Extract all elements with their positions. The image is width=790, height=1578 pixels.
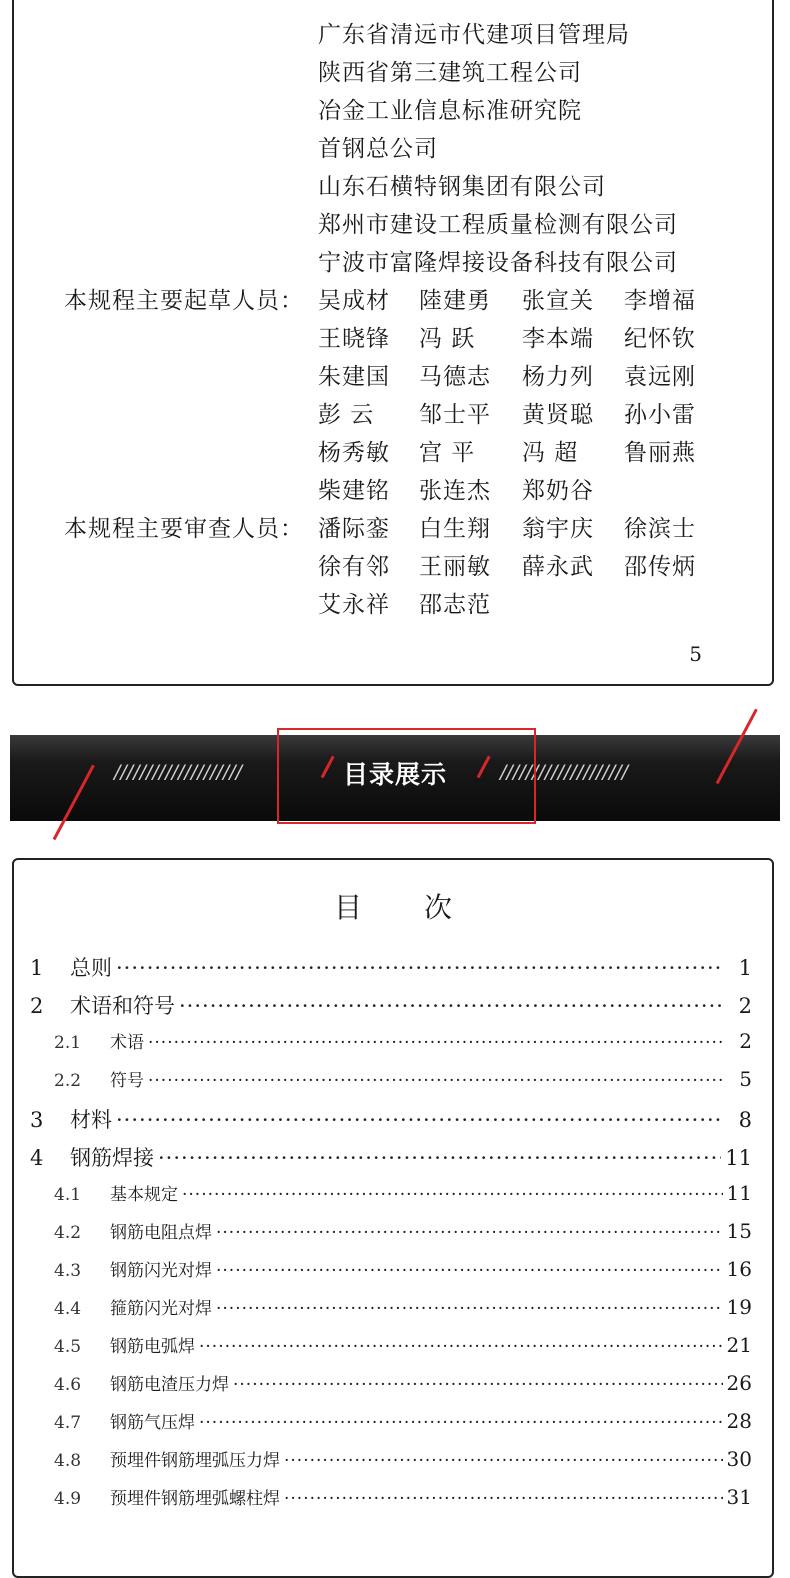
reviewer-name: 潘际銮 [318,516,390,542]
drafter-name: 宫 平 [419,440,476,466]
toc-entry-label: 预埋件钢筋埋弧压力焊 [110,1451,280,1471]
toc-leader-dots [116,1108,724,1132]
toc-entry-page: 11 [726,1181,752,1205]
drafters-label: 本规程主要起草人员： [64,288,304,314]
drafter-name: 邹士平 [419,402,491,428]
reviewer-name: 白生翔 [419,516,491,542]
toc-entry-page: 26 [726,1371,752,1395]
drafter-name: 柴建铭 [318,478,390,504]
toc-leader-dots [284,1489,723,1509]
document-page-5 [12,0,774,686]
toc-entry-label: 符号 [110,1071,144,1091]
toc-entry[interactable] [30,1066,752,1096]
toc-entry-label: 钢筋焊接 [70,1146,154,1170]
toc-entry-page: 8 [738,1108,752,1132]
toc-entry-page: 5 [739,1067,752,1091]
drafter-name: 李本端 [522,326,594,352]
reviewer-name: 邵传炳 [624,554,696,580]
reviewer-name: 王丽敏 [419,554,491,580]
toc-entry-number: 4.7 [54,1413,82,1433]
toc-leader-dots [199,1413,723,1433]
reviewers-label: 本规程主要审查人员： [64,516,304,542]
drafter-name: 鲁丽燕 [624,440,696,466]
toc-entry[interactable] [30,1446,752,1476]
toc-entry-label: 箍筋闪光对焊 [110,1299,212,1319]
toc-leader-dots [216,1299,723,1319]
toc-entry-page: 2 [739,1029,752,1053]
toc-title-char: 目 [333,891,362,924]
toc-leader-dots [233,1375,723,1395]
toc-entry-label: 术语和符号 [70,994,175,1018]
toc-entry-number: 2.1 [54,1033,82,1053]
drafter-name: 吴成材 [318,288,390,314]
toc-leader-dots [216,1223,723,1243]
toc-entry-number: 4.8 [54,1451,82,1471]
toc-entry-label: 术语 [110,1033,144,1053]
toc-entry-label: 钢筋电渣压力焊 [110,1375,229,1395]
toc-entry-page: 21 [726,1333,752,1357]
drafter-name: 马德志 [419,364,491,390]
toc-entry-number: 4.3 [54,1261,82,1281]
toc-title [14,886,772,926]
drafter-name: 冯 跃 [419,326,476,352]
organization-1: 广东省清远市代建项目管理局 [318,22,630,48]
reviewer-name: 徐有邻 [318,554,390,580]
toc-entry-label: 钢筋闪光对焊 [110,1261,212,1281]
toc-entry-page: 30 [726,1447,752,1471]
toc-entry[interactable] [30,1142,752,1172]
toc-entry-number: 3 [30,1108,44,1132]
toc-entry-label: 预埋件钢筋埋弧螺柱焊 [110,1489,280,1509]
drafter-name: 王晓锋 [318,326,390,352]
toc-leader-dots [158,1146,721,1170]
drafter-name: 郑奶谷 [522,478,594,504]
drafter-name: 杨力列 [522,364,594,390]
toc-entry-label: 钢筋电弧焊 [110,1337,195,1357]
toc-entry-number: 4.9 [54,1489,82,1509]
drafter-name: 冯 超 [522,440,579,466]
toc-leader-dots [179,994,724,1018]
toc-entry-page: 11 [725,1146,752,1170]
organization-2: 陕西省第三建筑工程公司 [318,60,582,86]
toc-entry-number: 4.5 [54,1337,82,1357]
toc-entry-number: 2.2 [54,1071,82,1091]
drafter-name: 张连杰 [419,478,491,504]
toc-entry-page: 2 [738,994,752,1018]
toc-entry[interactable] [30,1332,752,1362]
toc-leader-dots [148,1071,724,1091]
toc-entry-number: 4 [30,1146,44,1170]
drafter-name: 李增福 [624,288,696,314]
toc-entry-number: 4.2 [54,1223,82,1243]
toc-entry-page: 1 [738,956,752,980]
page-number: 5 [689,642,702,666]
toc-entry-page: 16 [726,1257,752,1281]
toc-entry-label: 总则 [70,956,112,980]
toc-entry-label: 基本规定 [110,1185,178,1205]
toc-entry-number: 4.1 [54,1185,82,1205]
drafter-name: 杨秀敏 [318,440,390,466]
organization-3: 冶金工业信息标准研究院 [318,98,582,124]
drafter-name: 陸建勇 [419,288,491,314]
reviewer-name: 徐滨士 [624,516,696,542]
toc-leader-dots [182,1185,723,1205]
drafter-name: 黄贤聪 [522,402,594,428]
toc-leader-dots [199,1337,723,1357]
organization-7: 宁波市富隆焊接设备科技有限公司 [318,250,678,276]
toc-entry-number: 2 [30,994,44,1018]
toc-entry[interactable] [30,1028,752,1058]
toc-leader-dots [216,1261,723,1281]
toc-entry[interactable] [30,990,752,1020]
toc-entry-number: 4.4 [54,1299,82,1319]
drafter-name: 纪怀钦 [624,326,696,352]
organization-6: 郑州市建设工程质量检测有限公司 [318,212,678,238]
reviewer-name: 艾永祥 [318,592,390,618]
toc-entry[interactable] [30,952,752,982]
reviewer-name: 邵志范 [419,592,491,618]
organization-4: 首钢总公司 [318,136,438,162]
toc-entry[interactable] [30,1104,752,1134]
toc-leader-dots [148,1033,724,1053]
toc-title-char: 次 [424,891,453,924]
organization-5: 山东石横特钢集团有限公司 [318,174,606,200]
drafter-name: 孙小雷 [624,402,696,428]
toc-entry-page: 28 [726,1409,752,1433]
banner-slashes-left: //////////////////// [114,761,243,783]
drafter-name: 朱建国 [318,364,390,390]
toc-entry-page: 19 [726,1295,752,1319]
toc-entry[interactable] [30,1256,752,1286]
toc-entry-label: 钢筋电阻点焊 [110,1223,212,1243]
table-of-contents-page [12,858,774,1578]
toc-entry[interactable] [30,1370,752,1400]
drafter-name: 彭 云 [318,402,375,428]
toc-entry-page: 15 [726,1219,752,1243]
drafter-name: 袁远刚 [624,364,696,390]
toc-leader-dots [284,1451,723,1471]
banner-slashes-right: //////////////////// [500,761,629,783]
toc-entry[interactable] [30,1218,752,1248]
toc-entry[interactable] [30,1294,752,1324]
toc-entry[interactable] [30,1408,752,1438]
toc-entry-number: 1 [30,956,44,980]
toc-leader-dots [116,956,724,980]
toc-entry-number: 4.6 [54,1375,82,1395]
banner-title: 目录展示 [343,760,448,789]
drafter-name: 张宣关 [522,288,594,314]
toc-entry[interactable] [30,1484,752,1514]
toc-entry-label: 钢筋气压焊 [110,1413,195,1433]
toc-entry-label: 材料 [70,1108,112,1132]
toc-entry[interactable] [30,1180,752,1210]
toc-entry-page: 31 [726,1485,752,1509]
reviewer-name: 薛永武 [522,554,594,580]
reviewer-name: 翁宇庆 [522,516,594,542]
